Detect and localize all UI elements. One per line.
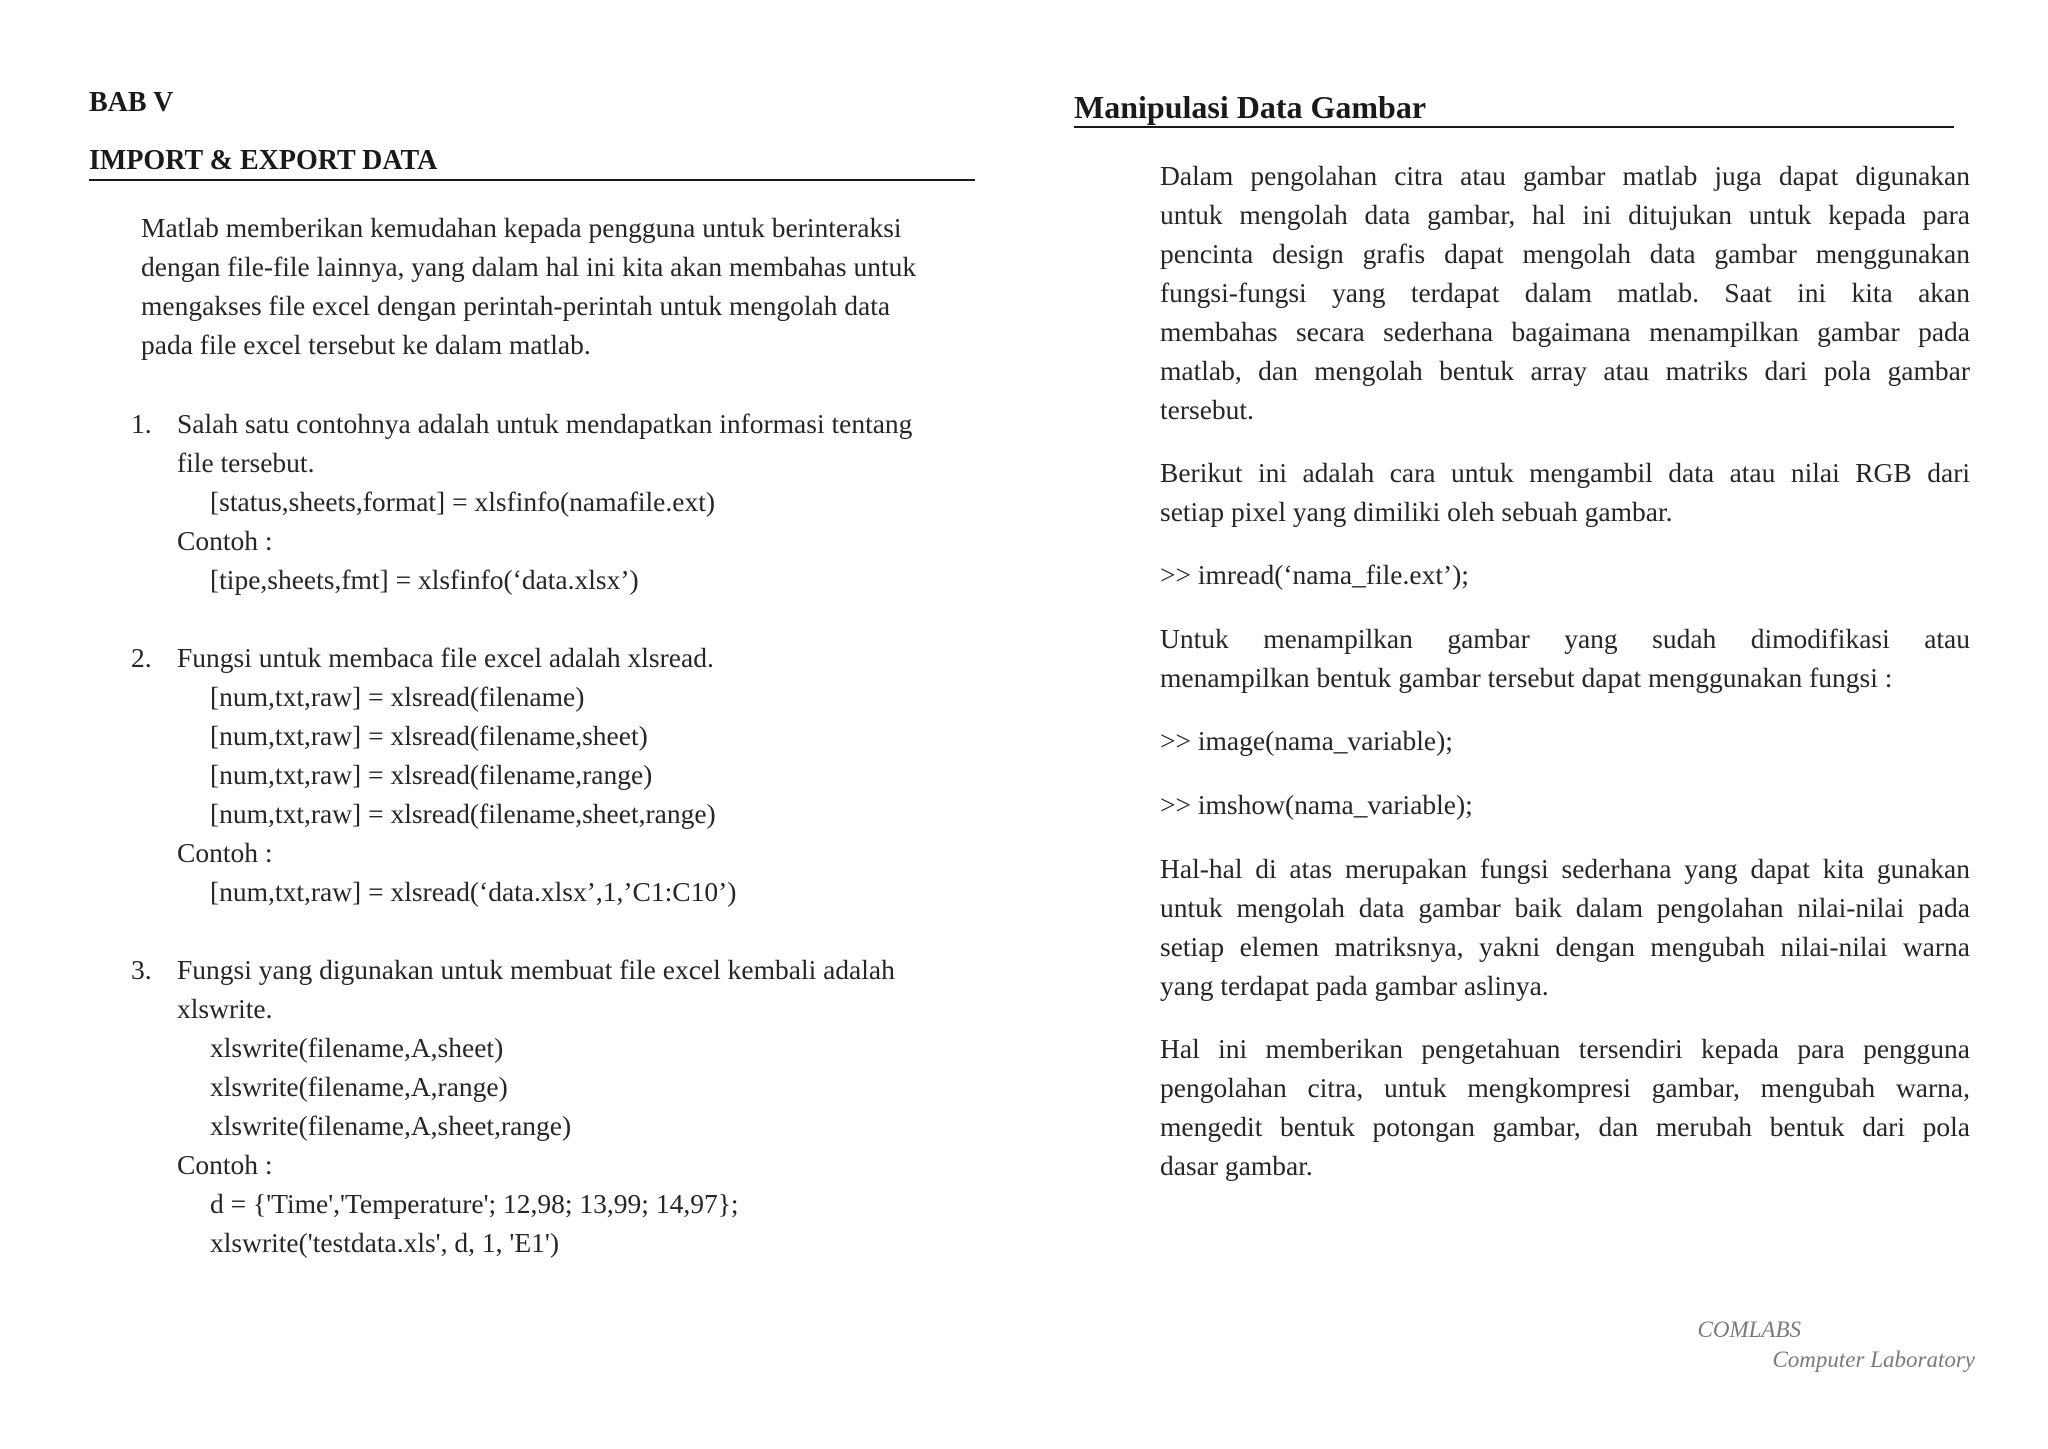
paragraph	[1160, 849, 1970, 1005]
code-line: >> imread(‘nama_file.ext’);	[1160, 559, 1469, 590]
example-label: Contoh :	[177, 837, 273, 868]
paragraph	[1160, 453, 1970, 531]
code-line: [num,txt,raw] = xlsread(filename,sheet,range)	[210, 798, 716, 829]
list-number: 1.	[131, 408, 152, 439]
list-line: file tersebut.	[177, 447, 315, 478]
list-item-1	[131, 404, 991, 599]
code-line: [num,txt,raw] = xlsread(filename)	[210, 681, 585, 712]
section-heading: Manipulasi Data Gambar	[1074, 89, 1427, 125]
section-title-underline	[89, 143, 975, 181]
paragraph-line: setiap elemen matriksnya, yakni dengan mengubah nilai-nilai warna	[1160, 931, 1970, 962]
paragraph-line: pengolahan citra, untuk mengkompresi gambar, mengubah warna,	[1160, 1072, 1970, 1103]
paragraph-line: dasar gambar.	[1160, 1150, 1313, 1181]
code-line: >> imshow(nama_variable);	[1160, 789, 1473, 820]
paragraph-line: fungsi-fungsi yang terdapat dalam matlab. Saat ini kita akan	[1160, 277, 1970, 308]
footer-subtitle: Computer Laboratory	[1772, 1347, 1975, 1372]
code-line: >> image(nama_variable);	[1160, 725, 1453, 756]
code-example	[1160, 555, 1970, 594]
heading-underline	[1074, 88, 1954, 128]
list-number: 2.	[131, 642, 152, 673]
intro-line: mengakses file excel dengan perintah-perintah untuk mengolah data	[141, 290, 891, 321]
intro-line: Matlab memberikan kemudahan kepada pengguna untuk berinteraksi	[141, 212, 902, 243]
list-item-3	[131, 950, 991, 1262]
example-label: Contoh :	[177, 525, 273, 556]
paragraph-line: Hal ini memberikan pengetahuan tersendiri kepada para pengguna	[1160, 1033, 1970, 1064]
intro-paragraph	[141, 208, 981, 364]
list-line: Salah satu contohnya adalah untuk mendapatkan informasi tentang	[177, 408, 913, 439]
paragraph-line: tersebut.	[1160, 394, 1254, 425]
paragraph-line: Dalam pengolahan citra atau gambar matlab juga dapat digunakan	[1160, 160, 1970, 191]
code-line: d = {'Time','Temperature'; 12,98; 13,99; 14,97};	[210, 1188, 739, 1219]
intro-line: dengan file-file lainnya, yang dalam hal ini kita akan membahas untuk	[141, 251, 917, 282]
paragraph-line: membahas secara sederhana bagaimana menampilkan gambar pada	[1160, 316, 1970, 347]
list-item-2	[131, 638, 991, 911]
paragraph-line: untuk mengolah data gambar, hal ini ditujukan untuk kepada para	[1160, 199, 1970, 230]
paragraph-line: menampilkan bentuk gambar tersebut dapat menggunakan fungsi :	[1160, 662, 1893, 693]
paragraph-line: Untuk menampilkan gambar yang sudah dimodifikasi atau	[1160, 623, 1970, 654]
code-line: xlswrite(filename,A,sheet,range)	[210, 1110, 572, 1141]
list-line: xlswrite.	[177, 993, 273, 1024]
code-example	[1160, 785, 1970, 824]
paragraph	[1160, 1029, 1970, 1185]
list-number: 3.	[131, 954, 152, 985]
footer-org: COMLABS	[1697, 1317, 1801, 1342]
footer	[1698, 1315, 1976, 1375]
paragraph	[1160, 619, 1970, 697]
paragraph-line: untuk mengolah data gambar baik dalam pengolahan nilai-nilai pada	[1160, 892, 1970, 923]
paragraph-line: pencinta design grafis dapat mengolah data gambar menggunakan	[1160, 238, 1970, 269]
example-label: Contoh :	[177, 1149, 273, 1180]
paragraph-line: Berikut ini adalah cara untuk mengambil data atau nilai RGB dari	[1160, 457, 1970, 488]
code-line: xlswrite(filename,A,range)	[210, 1071, 508, 1102]
code-line: [num,txt,raw] = xlsread(filename,range)	[210, 759, 653, 790]
paragraph-line: mengedit bentuk potongan gambar, dan merubah bentuk dari pola	[1160, 1111, 1970, 1142]
paragraph-line: matlab, dan mengolah bentuk array atau matriks dari pola gambar	[1160, 355, 1970, 386]
paragraph	[1160, 156, 1970, 429]
intro-line: pada file excel tersebut ke dalam matlab.	[141, 329, 591, 360]
code-line: [num,txt,raw] = xlsread(filename,sheet)	[210, 720, 648, 751]
right-page	[1024, 0, 2048, 1449]
code-line: xlswrite(filename,A,sheet)	[210, 1032, 504, 1063]
paragraph-line: setiap pixel yang dimiliki oleh sebuah gambar.	[1160, 496, 1673, 527]
section-title: IMPORT & EXPORT DATA	[89, 145, 438, 176]
code-line: [num,txt,raw] = xlsread(‘data.xlsx’,1,’C1:C10’)	[210, 876, 737, 907]
code-line: xlswrite('testdata.xls', d, 1, 'E1')	[210, 1227, 559, 1258]
paragraph-line: Hal-hal di atas merupakan fungsi sederhana yang dapat kita gunakan	[1160, 853, 1970, 884]
chapter-label: BAB V	[89, 87, 174, 118]
list-line: Fungsi untuk membaca file excel adalah xlsread.	[177, 642, 714, 673]
list-line: Fungsi yang digunakan untuk membuat file excel kembali adalah	[177, 954, 895, 985]
code-line: [tipe,sheets,fmt] = xlsfinfo(‘data.xlsx’)	[210, 564, 639, 595]
code-line: [status,sheets,format] = xlsfinfo(namafile.ext)	[210, 486, 716, 517]
code-example	[1160, 721, 1970, 760]
paragraph-line: yang terdapat pada gambar aslinya.	[1160, 970, 1549, 1001]
